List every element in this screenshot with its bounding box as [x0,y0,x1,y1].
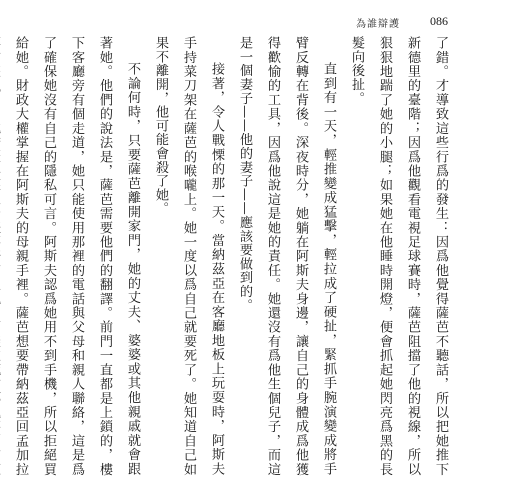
paragraph-3: 接著，令人戰慄的那一天。當納茲亞在客廳地板上玩耍時，阿斯夫手持菜刀架在薩芭的喉嚨上。她一度以爲自己就要死了。她知道自己如果不離開，他可能會殺了她。 [153,36,224,476]
paragraph-2: 直到有一天，輕推變成猛擊，輕拉成了硬扯，緊抓手腕演變成將手臂反轉在背後。深夜時分，她躺在阿斯夫身邊，讓自己的身體成爲他獲得歡愉的工具，因爲他說這是她的責任。她還沒有爲他生個兒子，而這是一個妻子——他的妻子——應該要做到的。 [237,36,336,476]
paragraph-1: 了錯。才導致這些行爲的發生：因爲他覺得薩芭不聽話，所以把她推下新德里的臺階；因爲他觀看電視足球賽時，薩芭阻擋了他的視線，所以狠狠地踹了她的小腿；如果她在他睡時開燈，便會抓起她閃亮爲黑的長髮向後扯。 [349,36,448,476]
running-title: 為誰辯護 [356,19,400,30]
page-number: 086 [430,14,448,28]
body-text [0,36,454,476]
paragraph-4: 不論何時，只要薩芭離開家門，她的丈夫、婆婆或其他親戚就會跟著她。他們的說法是，薩芭需要他們的翻譯。前門一直都是上鎖的，樓下客廳旁有個走道，她只能使用那裡的電話與父母和親人聯絡，這是爲了確保她沒有自己的隱私可言。阿斯夫認爲她用不到手機，所以拒絕買給她。財政大權掌握在阿斯夫的母親手裡。薩芭想要帶納茲亞回孟加拉 [13,36,140,476]
page-header [0,12,520,32]
